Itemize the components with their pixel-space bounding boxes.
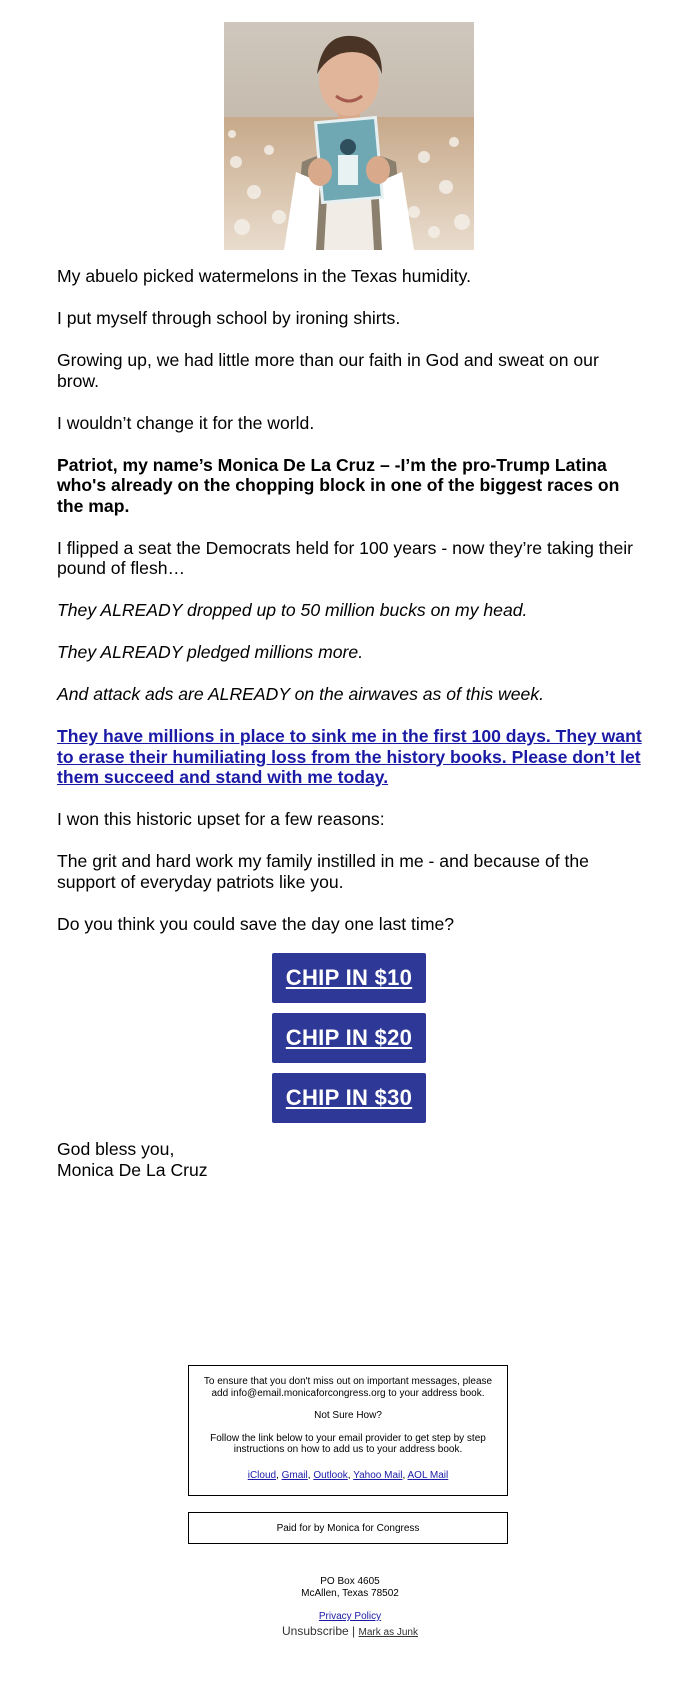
- not-sure-text: Not Sure How?: [314, 1410, 382, 1421]
- address-line-2: McAllen, Texas 78502: [301, 1587, 399, 1599]
- photo-woman-holding-picture: [224, 22, 474, 250]
- paragraph-reasons: I won this historic upset for a few reasons:: [57, 809, 385, 829]
- donate-link[interactable]: They have millions in place to sink me in the first 100 days. They want to erase their humiliating loss from the history books. Please don’t let them succeed and stand with me today.: [57, 726, 642, 787]
- paragraph-pledged: They ALREADY pledged millions more.: [57, 642, 364, 662]
- separator: |: [352, 1624, 356, 1638]
- paragraph-50-million: They ALREADY dropped up to 50 million bucks on my head.: [57, 600, 528, 620]
- signoff: [57, 1139, 208, 1181]
- address-book-notice: [188, 1365, 508, 1496]
- chip-in-30-button[interactable]: CHIP IN $30: [272, 1073, 426, 1123]
- follow-text: Follow the link below to your email provider to get step by step instructions on how to add us to your address book.: [210, 1432, 486, 1455]
- paragraph-grit: The grit and hard work my family instilled in me - and because of the support of everyday patriots like you.: [57, 851, 589, 892]
- paragraph-abuelo: My abuelo picked watermelons in the Texas humidity.: [57, 266, 471, 286]
- chip-in-20-button[interactable]: CHIP IN $20: [272, 1013, 426, 1063]
- paragraph-school: I put myself through school by ironing shirts.: [57, 308, 401, 328]
- address-line-1: PO Box 4605: [320, 1576, 380, 1587]
- notice-text: To ensure that you don't miss out on important messages, please add info@email.monicaforcongress.org to your address book.: [203, 1376, 493, 1399]
- paragraph-growing-up: Growing up, we had little more than our faith in God and sweat on our brow.: [57, 350, 599, 391]
- paid-for-text: Paid for by Monica for Congress: [276, 1522, 420, 1534]
- provider-link-yahoo[interactable]: Yahoo Mail: [353, 1469, 403, 1481]
- paragraph-world: I wouldn’t change it for the world.: [57, 412, 315, 433]
- provider-link-aol[interactable]: AOL Mail: [407, 1469, 449, 1481]
- provider-link-icloud[interactable]: iCloud: [247, 1469, 277, 1481]
- signoff-name: Monica De La Cruz: [57, 1160, 208, 1180]
- mark-as-junk-link[interactable]: Mark as Junk: [358, 1627, 418, 1638]
- hero-image: [224, 22, 474, 250]
- unsubscribe-row: [0, 1624, 700, 1638]
- unsubscribe-link[interactable]: Unsubscribe: [282, 1624, 349, 1638]
- paragraph-save-the-day: Do you think you could save the day one last time?: [57, 913, 455, 934]
- paragraph-intro: Patriot, my name’s Monica De La Cruz – -I’m the pro-Trump Latina who's already on the chopping block in one of the biggest races on the map.: [57, 454, 620, 516]
- privacy-row: [0, 1611, 700, 1622]
- privacy-policy-link[interactable]: Privacy Policy: [318, 1611, 382, 1622]
- paragraph-attack-ads: And attack ads are ALREADY on the airwaves as of this week.: [57, 684, 545, 704]
- provider-link-outlook[interactable]: Outlook: [313, 1469, 348, 1481]
- provider-link-gmail[interactable]: Gmail: [281, 1469, 308, 1481]
- chip-in-10-button[interactable]: CHIP IN $10: [272, 953, 426, 1003]
- paragraph-flipped-seat: I flipped a seat the Democrats held for 100 years - now they’re taking their pound of flesh…: [57, 537, 634, 578]
- signoff-greeting: God bless you,: [57, 1139, 175, 1159]
- email-body: [57, 266, 643, 956]
- paid-for-box: [188, 1512, 508, 1544]
- provider-links: iCloud, Gmail, Outlook, Yahoo Mail, AOL Mail: [247, 1469, 449, 1481]
- mailing-address: [0, 1576, 700, 1599]
